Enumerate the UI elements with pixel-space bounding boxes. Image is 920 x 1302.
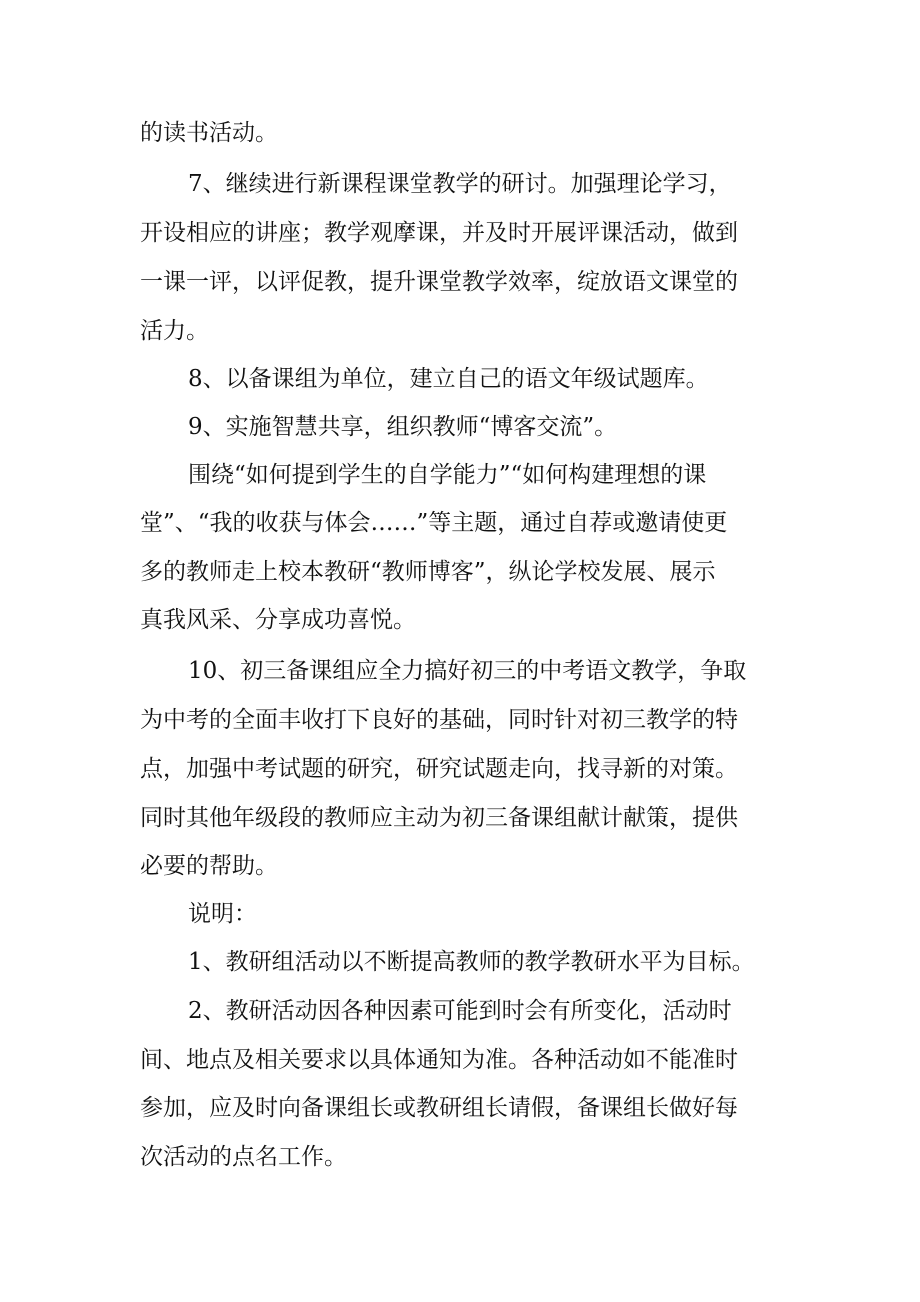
text-line <box>0 359 920 399</box>
line-text: 参加，应及时向备课组长或教研组长请假，备课组长做好每 <box>140 1095 738 1121</box>
text-line <box>0 651 920 691</box>
line-text: 活力。 <box>140 318 209 344</box>
line-text: 必要的帮助。 <box>140 853 278 879</box>
text-line <box>0 311 920 351</box>
text-line <box>0 600 920 640</box>
text-line <box>0 798 920 838</box>
line-text: 多的教师走上校本教研“教师博客”，纵论学校发展、展示 <box>140 559 716 585</box>
text-line <box>0 262 920 302</box>
line-text: 间、地点及相关要求以具体通知为准。各种活动如不能准时 <box>140 1047 738 1073</box>
line-text: 1、教研组活动以不断提高教师的教学教研水平为目标。 <box>188 949 755 975</box>
text-line <box>0 164 920 204</box>
text-line <box>0 894 920 934</box>
line-text: 为中考的全面丰收打下良好的基础，同时针对初三教学的特 <box>140 707 738 733</box>
text-line <box>0 407 920 447</box>
line-text: 一课一评，以评促教，提升课堂教学效率，绽放语文课堂的 <box>140 269 738 295</box>
text-line <box>0 1137 920 1177</box>
line-text: 10、初三备课组应全力搞好初三的中考语文教学，争取 <box>188 658 747 684</box>
line-text: 点，加强中考试题的研究，研究试题走向，找寻新的对策。 <box>140 756 738 782</box>
line-text: 开设相应的讲座；教学观摩课，并及时开展评课活动，做到 <box>140 220 738 246</box>
text-line <box>0 942 920 982</box>
text-line <box>0 503 920 543</box>
line-text: 真我风采、分享成功喜悦。 <box>140 607 416 633</box>
line-text: 8、以备课组为单位，建立自己的语文年级试题库。 <box>188 366 709 392</box>
line-text: 9、实施智慧共享，组织教师“博客交流”。 <box>188 414 618 440</box>
text-line <box>0 700 920 740</box>
text-line <box>0 455 920 495</box>
text-line <box>0 1088 920 1128</box>
text-line <box>0 1040 920 1080</box>
line-text: 次活动的点名工作。 <box>140 1144 347 1170</box>
text-line <box>0 552 920 592</box>
line-text: 7、继续进行新课程课堂教学的研讨。加强理论学习， <box>188 171 732 197</box>
line-text: 2、教研活动因各种因素可能到时会有所变化，活动时 <box>188 998 732 1024</box>
line-text: 说明： <box>188 901 257 927</box>
text-line <box>0 113 920 153</box>
line-text: 同时其他年级段的教师应主动为初三备课组献计献策，提供 <box>140 805 738 831</box>
line-text: 围绕“如何提到学生的自学能力”“如何构建理想的课 <box>188 462 707 488</box>
text-line <box>0 749 920 789</box>
line-text: 堂”、“我的收获与体会……”等主题，通过自荐或邀请使更 <box>140 510 728 536</box>
text-line <box>0 846 920 886</box>
text-line <box>0 991 920 1031</box>
line-text: 的读书活动。 <box>140 120 278 146</box>
text-line <box>0 213 920 253</box>
